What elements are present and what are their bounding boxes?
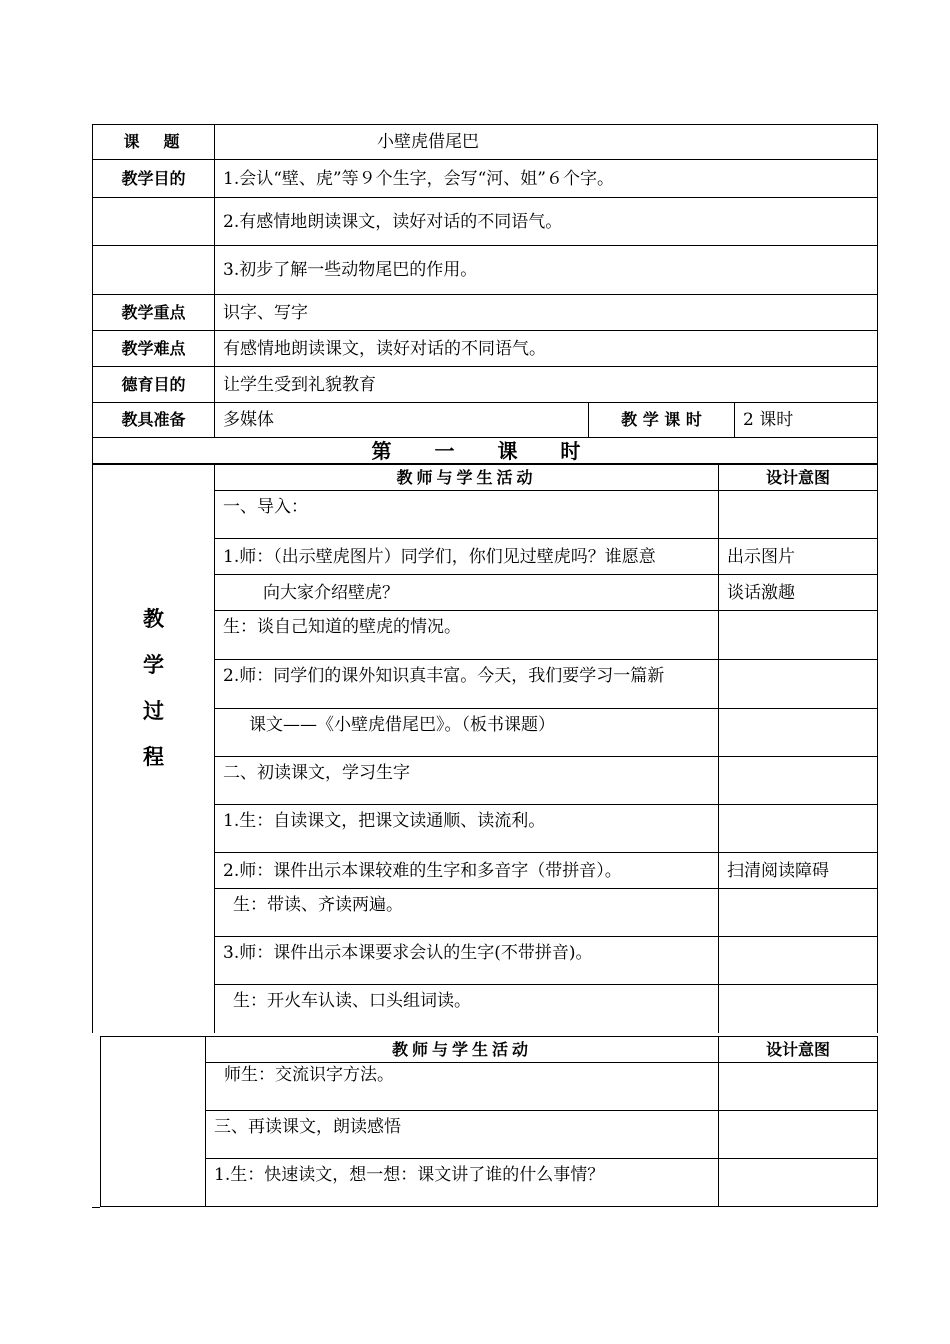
goal-label: 教学目的 bbox=[93, 160, 215, 198]
blank-cell bbox=[93, 246, 215, 295]
activity-cell: 三、再读课文，朗读感悟 bbox=[206, 1111, 719, 1159]
side-char: 教 bbox=[143, 606, 164, 631]
process-side-label bbox=[93, 465, 215, 1033]
header-intent: 设计意图 bbox=[719, 1037, 878, 1063]
activity-cell: 师生：交流识字方法。 bbox=[206, 1063, 719, 1111]
difficulty-value: 有感情地朗读课文，读好对话的不同语气。 bbox=[215, 331, 878, 367]
difficulty-label: 教学难点 bbox=[93, 331, 215, 367]
process-table-continued bbox=[100, 1036, 878, 1207]
topic-value: 小壁虎借尾巴 bbox=[215, 125, 878, 160]
topic-label: 课 题 bbox=[93, 125, 215, 160]
blank-cell bbox=[101, 1037, 206, 1207]
table-row bbox=[101, 1111, 878, 1159]
activity-cell: 生：开火车认读、口头组词读。 bbox=[215, 985, 719, 1033]
activity-cell: 生：带读、齐读两遍。 bbox=[215, 889, 719, 937]
intent-cell bbox=[719, 709, 878, 757]
side-char: 学 bbox=[143, 652, 164, 677]
header-intent: 设计意图 bbox=[719, 465, 878, 491]
activity-cell: 向大家介绍壁虎？ bbox=[215, 575, 719, 611]
activity-cell: 3.师：课件出示本课要求会认的生字(不带拼音)。 bbox=[215, 937, 719, 985]
activity-cell: 一、导入： bbox=[215, 491, 719, 539]
intent-cell bbox=[719, 757, 878, 805]
lesson-title: 第 一 课 时 bbox=[93, 438, 878, 464]
activity-cell: 1.师：（出示壁虎图片）同学们，你们见过壁虎吗？谁愿意 bbox=[215, 539, 719, 575]
activity-cell: 生：谈自己知道的壁虎的情况。 bbox=[215, 611, 719, 660]
tools-label: 教具准备 bbox=[93, 403, 215, 438]
hours-label: 教 学 课 时 bbox=[589, 403, 735, 438]
page-edge-mark bbox=[92, 1207, 100, 1208]
intent-cell bbox=[719, 1111, 878, 1159]
intent-cell: 扫清阅读障碍 bbox=[719, 853, 878, 889]
intent-cell bbox=[719, 805, 878, 853]
intent-cell bbox=[719, 611, 878, 660]
intent-cell bbox=[719, 1063, 878, 1111]
key-label: 教学重点 bbox=[93, 295, 215, 331]
table-row bbox=[101, 1159, 878, 1207]
moral-label: 德育目的 bbox=[93, 367, 215, 403]
intent-cell: 出示图片 bbox=[719, 539, 878, 575]
intent-cell bbox=[719, 889, 878, 937]
side-char: 程 bbox=[143, 744, 164, 769]
activity-cell: 2.师：同学们的课外知识真丰富。今天，我们要学习一篇新 bbox=[215, 660, 719, 709]
goal-2: 2.有感情地朗读课文，读好对话的不同语气。 bbox=[215, 198, 878, 246]
hours-value: 2 课时 bbox=[735, 403, 878, 438]
lesson-plan-table bbox=[92, 124, 878, 464]
moral-value: 让学生受到礼貌教育 bbox=[215, 367, 878, 403]
goal-1: 1.会认“壁、虎”等９个生字，会写“河、姐”６个字。 bbox=[215, 160, 878, 198]
activity-cell: 二、初读课文，学习生字 bbox=[215, 757, 719, 805]
side-char: 过 bbox=[143, 698, 164, 723]
activity-cell: 1.生：快速读文，想一想：课文讲了谁的什么事情？ bbox=[206, 1159, 719, 1207]
key-value: 识字、写字 bbox=[215, 295, 878, 331]
table-row bbox=[101, 1063, 878, 1111]
header-activity: 教师与学生活动 bbox=[206, 1037, 719, 1063]
intent-cell bbox=[719, 660, 878, 709]
blank-cell bbox=[93, 198, 215, 246]
activity-cell: 2.师：课件出示本课较难的生字和多音字（带拼音）。 bbox=[215, 853, 719, 889]
intent-cell: 谈话激趣 bbox=[719, 575, 878, 611]
intent-cell bbox=[719, 937, 878, 985]
intent-cell bbox=[719, 985, 878, 1033]
activity-cell: 课文——《小壁虎借尾巴》。（板书课题） bbox=[215, 709, 719, 757]
activity-cell: 1.生：自读课文，把课文读通顺、读流利。 bbox=[215, 805, 719, 853]
intent-cell bbox=[719, 491, 878, 539]
intent-cell bbox=[719, 1159, 878, 1207]
header-activity: 教师与学生活动 bbox=[215, 465, 719, 491]
tools-value: 多媒体 bbox=[215, 403, 589, 438]
goal-3: 3.初步了解一些动物尾巴的作用。 bbox=[215, 246, 878, 295]
process-table bbox=[92, 464, 878, 1033]
